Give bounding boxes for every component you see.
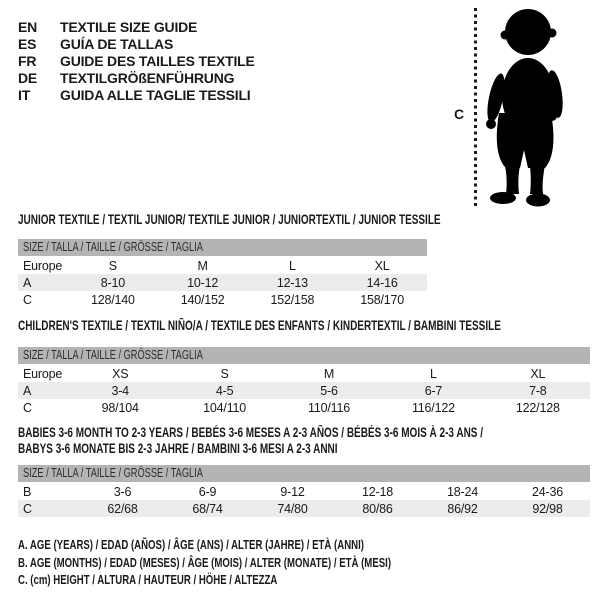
table-cell: 9-12 [280,484,305,499]
table-row [18,291,427,308]
row-label: A [23,275,32,290]
table-cell: 3-6 [113,484,132,499]
measure-note [18,572,369,588]
row-label: C [23,292,32,307]
table-cell: L [288,258,296,273]
section-title-text: BABYS 3-6 MONATE BIS 2-3 JAHRE / BAMBINI 3-6 MESI A 2-3 ANNI [18,441,338,456]
table-cell: 122/128 [515,400,560,415]
table-size-header-text: SIZE / TALLA / TAILLE / GRÖSSE / TAGLIA [23,240,203,254]
language-guide [18,18,255,103]
language-row [18,35,255,52]
table-cell: M [323,366,335,381]
language-title: GUIDE DES TAILLES TEXTILE [60,52,255,69]
table-row [18,257,427,274]
table-cell: 92/98 [532,501,563,516]
table-cell: 152/158 [270,292,315,307]
table-cell: 12-18 [362,484,393,499]
language-row [18,52,255,69]
section-title-text: JUNIOR TEXTILE / TEXTIL JUNIOR/ TEXTILE JUNIOR / JUNIORTEXTIL / JUNIOR TESSILE [18,212,441,227]
silhouette-head [505,9,551,55]
table-cell: XS [112,366,129,381]
table-cell: 12-13 [276,275,308,290]
height-measure-label: C [453,106,465,122]
table-cell: 24-36 [532,484,563,499]
size-table [18,365,590,416]
language-title: GUIDA ALLE TAGLIE TESSILI [60,86,251,103]
table-cell: 14-16 [366,275,398,290]
measure-note [18,555,522,571]
table-row [18,382,590,399]
table-cell: 62/68 [107,501,138,516]
table-cell: 140/152 [180,292,225,307]
table-size-header-text: SIZE / TALLA / TAILLE / GRÖSSE / TAGLIA [23,466,203,480]
table-cell: 68/74 [192,501,223,516]
table-cell: 158/170 [360,292,405,307]
table-cell: 80/86 [362,501,393,516]
table-size-header-text: SIZE / TALLA / TAILLE / GRÖSSE / TAGLIA [23,348,203,362]
table-size-header [18,239,427,256]
table-cell: 98/104 [101,400,139,415]
table-cell: 6-7 [424,383,443,398]
table-cell: 8-10 [100,275,125,290]
table-row [18,500,590,517]
table-cell: 3-4 [111,383,129,398]
table-cell: 104/110 [203,400,247,415]
table-cell: 128/140 [90,292,135,307]
section-title [18,318,600,334]
table-cell: M [197,258,208,273]
table-row [18,274,427,291]
table-cell: L [430,366,437,381]
table-cell: 110/116 [308,400,350,415]
table-cell: S [220,366,229,381]
section-title-text: CHILDREN'S TEXTILE / TEXTIL NIÑO/A / TEXTILE DES ENFANTS / KINDERTEXTIL / BAMBINI TESSILE [18,318,501,333]
row-label: C [23,501,32,516]
language-code: IT [18,86,31,103]
measure-note-text: C. (cm) HEIGHT / ALTURA / HAUTEUR / HÖHE / ALTEZZA [18,572,278,587]
section-title [18,425,600,441]
table-cell: 5-6 [320,383,338,398]
row-label: Europe [23,258,63,273]
language-code: EN [18,18,38,35]
table-size-header [18,465,590,482]
table-row [18,483,590,500]
table-cell: 10-12 [187,275,219,290]
section-title [18,212,589,228]
table-cell: 116/122 [411,400,455,415]
table-cell: 7-8 [529,383,547,398]
table-cell: 74/80 [277,501,308,516]
table-size-header [18,347,590,364]
language-title: TEXTILGRÖßENFÜHRUNG [60,69,235,86]
height-measure-dashed-line [474,8,477,208]
table-row [18,399,590,416]
measure-note-text: A. AGE (YEARS) / EDAD (AÑOS) / ÂGE (ANS) / ALTER (JAHRE) / ETÀ (ANNI) [18,537,364,552]
table-row [18,365,590,382]
language-code: ES [18,35,37,52]
language-title: GUÍA DE TALLAS [60,35,174,52]
row-label: C [23,400,32,415]
language-title: TEXTILE SIZE GUIDE [60,18,198,35]
section-title [18,441,450,457]
language-row [18,18,255,35]
language-code: DE [18,69,38,86]
measure-note-text: B. AGE (MONTHS) / EDAD (MESES) / ÂGE (MOIS) / ALTER (MONATE) / ETÀ (MESI) [18,554,392,570]
table-cell: XL [374,258,390,273]
row-label: A [23,383,32,398]
language-code: FR [18,52,37,69]
row-label: B [23,484,32,499]
table-cell: S [108,258,117,273]
measure-note [18,537,486,553]
language-row [18,86,255,103]
table-cell: 86/92 [447,501,478,516]
table-cell: 18-24 [447,484,478,499]
section-title-text: BABIES 3-6 MONTH TO 2-3 YEARS / BEBÉS 3-6 MESES A 2-3 AÑOS / BÉBÉS 3-6 MOIS À 2-3 ANS / [18,425,484,440]
language-row [18,69,255,86]
size-table [18,483,590,517]
table-cell: 6-9 [198,484,217,499]
table-cell: 4-5 [215,383,234,398]
toddler-silhouette-image [483,8,565,208]
row-label: Europe [23,366,63,381]
size-table [18,257,427,308]
table-cell: XL [530,366,546,381]
